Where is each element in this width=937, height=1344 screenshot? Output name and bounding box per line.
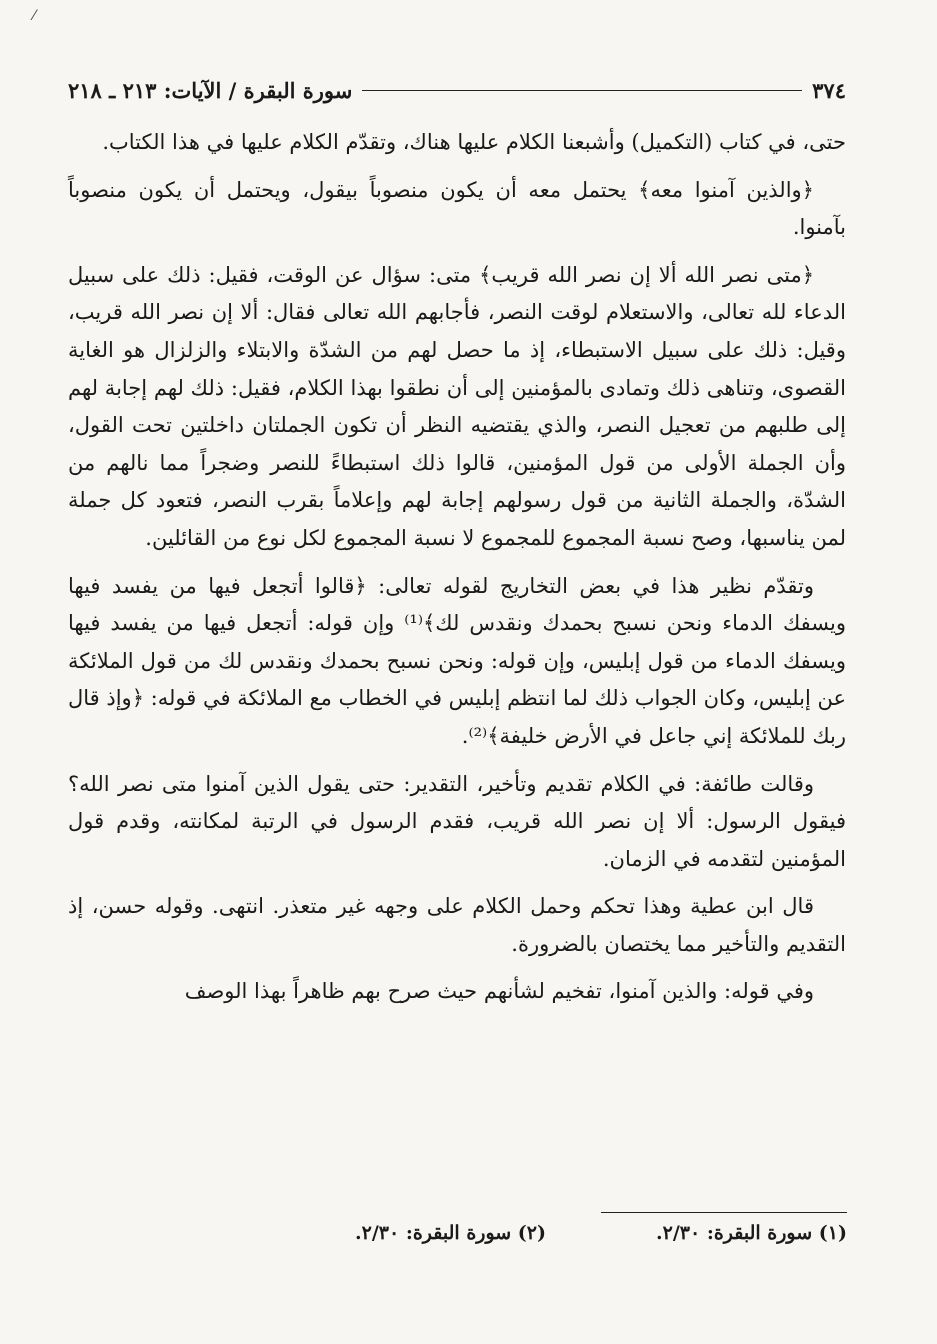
paragraph: وتقدّم نظير هذا في بعض التخاريج لقوله تعالى: ﴿قالوا أتجعل فيها من يفسد فيها ويسفك الدماء ونحن نسبح بحمدك ونقدس لك﴾⁽¹⁾ وإن قوله: أتجعل فيها من يفسد فيها ويسفك الدماء من قول إبليس، وإن قوله: ونحن نسبح بحمدك ونقدس لك من قول الملائكة عن إبليس، وكان الجواب ذلك لما انتظم إبليس في الخطاب مع الملائكة في قوله: ﴿وإذ قال ربك للملائكة إني جاعل في الأرض خليفة﴾⁽²⁾. xyxy=(68,573,846,748)
page-number: ٣٧٤ xyxy=(812,77,846,103)
paragraph: وقالت طائفة: في الكلام تقديم وتأخير، التقدير: حتى يقول الذين آمنوا متى نصر الله؟ فيقول الرسول: ألا إن نصر الله قريب، فقدم الرسول في الرتبة لمكانته، وقدم قول المؤمنين لتقدمه في الزمان. xyxy=(68,771,846,871)
header-rule xyxy=(362,90,802,91)
body-text xyxy=(68,124,846,1011)
paragraph: حتى، في كتاب (التكميل) وأشبعنا الكلام عليها هناك، وتقدّم الكلام عليها في هذا الكتاب. xyxy=(102,130,846,154)
footnote-1: (١) سورة البقرة: ٢/٣٠. xyxy=(656,1222,847,1244)
paragraph: ﴿والذين آمنوا معه﴾ يحتمل معه أن يكون منصوباً بيقول، ويحتمل أن يكون منصوباً بآمنوا. xyxy=(68,177,846,240)
scan-mark: ⁄ xyxy=(33,8,36,24)
running-head xyxy=(68,72,846,108)
footnote-2: (٢) سورة البقرة: ٢/٣٠. xyxy=(355,1222,547,1244)
paragraph: ﴿متى نصر الله ألا إن نصر الله قريب﴾ متى: سؤال عن الوقت، فقيل: ذلك على سبيل الدعاء لله تعالى، والاستعلام لوقت النصر، فأجابهم الله تعالى فقال: ألا إن نصر الله قريب، وقيل: ذلك على سبيل الاستبطاء، إذ ما حصل لهم من الشدّة والابتلاء والزلزال هو الغاية القصوى، وتناهى ذلك وتمادى بالمؤمنين إلى أن نطقوا بهذا الكلام، فقيل: ذلك لهم إجابة لهم إلى طلبهم من تعجيل النصر، والذي يقتضيه النظر أن تكون الجملتان داخلتين تحت القول، وأن الجملة الأولى من قول المؤمنين، قالوا ذلك استبطاءً للنصر وضجراً مما نالهم من الشدّة، والجملة الثانية من قول رسولهم إجابة لهم وإعلاماً بقرب النصر، فتعود كل جملة لمن يناسبها، وصح نسبة المجموع للمجموع لا نسبة المجموع لكل نوع من القائلين. xyxy=(68,262,846,550)
footnotes xyxy=(247,1222,847,1244)
paragraph: وفي قوله: والذين آمنوا، تفخيم لشأنهم حيث صرح بهم ظاهراً بهذا الوصف xyxy=(184,979,814,1004)
page xyxy=(68,72,846,1021)
paragraph: قال ابن عطية وهذا تحكم وحمل الكلام على وجهه غير متعذر. انتهى. وقوله حسن، إذ التقديم والتأخير مما يختصان بالضرورة. xyxy=(68,894,846,956)
chapter-title: سورة البقرة / الآيات: ٢١٣ ـ ٢١٨ xyxy=(68,77,353,103)
footnote-rule xyxy=(601,1212,847,1213)
